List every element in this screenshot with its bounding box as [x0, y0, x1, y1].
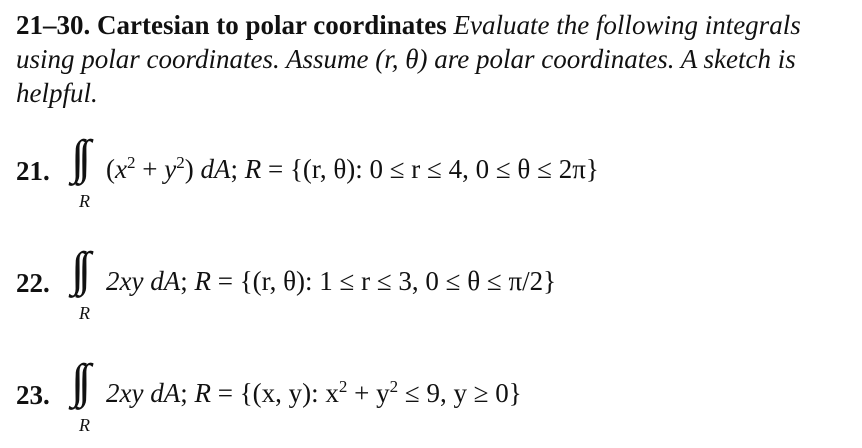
section-intro: [16, 8, 846, 110]
problem-expression: [106, 266, 556, 297]
equals-sign: =: [210, 378, 240, 408]
problem-expression: [106, 154, 599, 185]
integrand-y-exponent: 2: [176, 153, 185, 172]
integrand-open-paren: (: [106, 154, 115, 184]
equals-sign: =: [210, 266, 240, 296]
separator: ;: [180, 378, 195, 408]
problem-21: [16, 128, 856, 218]
separator: ;: [180, 266, 195, 296]
region-set-end: ≤ 9, y ≥ 0}: [398, 378, 522, 408]
integrand-x-exponent: 2: [126, 153, 136, 172]
integral-region-subscript: R: [79, 303, 90, 323]
region-label: R: [194, 266, 211, 296]
integrand: 2xy dA: [106, 266, 181, 296]
integral-region-subscript: R: [79, 191, 90, 211]
integrand-plus: +: [135, 154, 165, 184]
integrand-y: y: [164, 154, 177, 184]
region-set: {(r, θ): 0 ≤ r ≤ 4, 0 ≤ θ ≤ 2π}: [289, 154, 599, 184]
problem-23: [16, 352, 856, 442]
integrand-x: x: [115, 154, 127, 184]
region-label: R: [244, 154, 262, 184]
problem-expression: [106, 378, 522, 409]
separator: ;: [230, 154, 245, 184]
integral-region-subscript: R: [79, 415, 90, 435]
integrand-differential: dA: [193, 154, 231, 184]
integrand-close-paren: ): [184, 154, 194, 184]
problem-number: 22.: [16, 268, 50, 298]
section-instructions: Evaluate the following integrals using polar coordinates. Assume (r, θ) are polar coordinates. A sketch is helpful.: [16, 10, 801, 108]
region-set-start: {(x, y): x: [239, 378, 339, 408]
section-heading: 21–30. Cartesian to polar coordinates: [16, 10, 447, 40]
region-set: {(r, θ): 1 ≤ r ≤ 3, 0 ≤ θ ≤ π/2}: [239, 266, 557, 296]
integrand: 2xy dA: [106, 378, 181, 408]
set-x-exponent: 2: [338, 377, 348, 396]
equals-sign: =: [261, 154, 290, 184]
region-label: R: [194, 378, 211, 408]
set-y-exponent: 2: [389, 377, 399, 396]
problem-22: [16, 240, 856, 330]
problem-number: 23.: [16, 380, 50, 410]
region-set-middle: + y: [347, 378, 390, 408]
problem-number: 21.: [16, 156, 50, 186]
